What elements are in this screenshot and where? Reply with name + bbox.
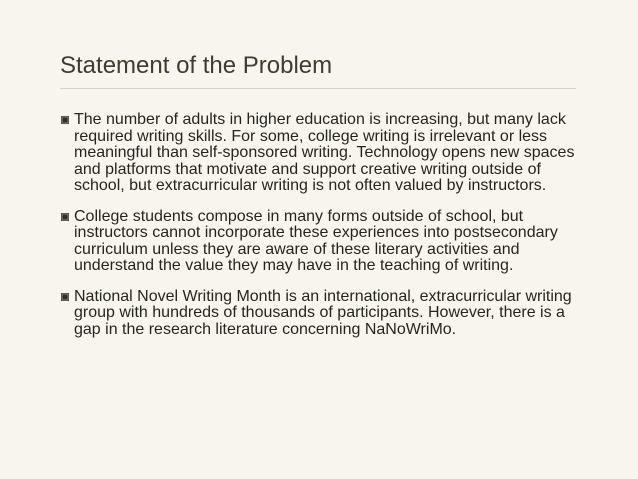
bullet-list bbox=[60, 112, 590, 352]
slide-title: Statement of the Problem bbox=[60, 52, 333, 79]
square-bullet-icon bbox=[60, 115, 70, 125]
bullet-item bbox=[60, 289, 590, 339]
square-bullet-icon bbox=[60, 292, 70, 302]
bullet-item bbox=[60, 209, 590, 275]
bullet-item bbox=[60, 112, 590, 195]
bullet-text: National Novel Writing Month is an international, extracurricular writing group with hundreds of thousands of participants. However, there is a gap in the research literature concerning NaNoWriMo. bbox=[74, 287, 572, 338]
title-divider bbox=[60, 88, 576, 89]
square-bullet-icon bbox=[60, 212, 70, 222]
bullet-text: The number of adults in higher education is increasing, but many lack required writing skills. For some, college writing is irrelevant or less meaningful than self-sponsored writing. Technology opens new spaces and platforms that motivate and support creative writing outside of school, but extracurricular writing is not often valued by instructors. bbox=[74, 111, 575, 194]
bullet-text: College students compose in many forms outside of school, but instructors cannot incorporate these experiences into postsecondary curriculum unless they are aware of these literary activities and understand the value they may have in the teaching of writing. bbox=[74, 207, 558, 274]
